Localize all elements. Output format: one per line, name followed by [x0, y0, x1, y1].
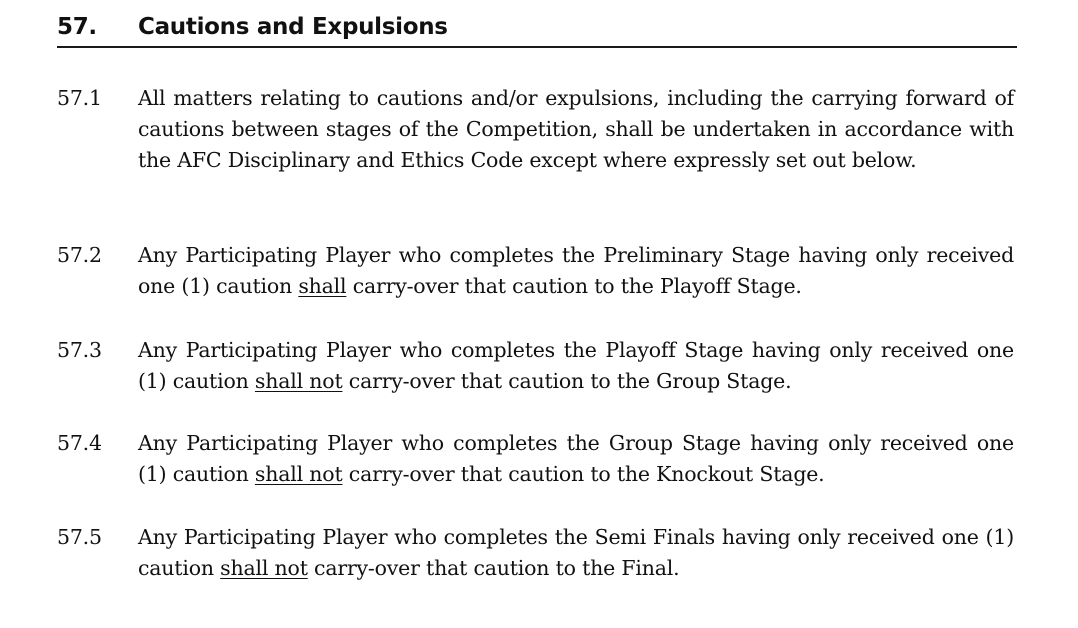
- section-title: Cautions and Expulsions: [138, 14, 448, 40]
- clause-text-before: Any Participating Player who completes the Group Stage having only received one (1) caution: [138, 431, 1014, 486]
- clause-text: [138, 522, 1014, 584]
- clause-text-before: Any Participating Player who completes the Semi Finals having only received one (1) caution: [138, 525, 1014, 580]
- clause-text-after: carry-over that caution to the Playoff Stage.: [346, 274, 802, 298]
- clause-text-before: Any Participating Player who completes the Preliminary Stage having only received one (1) caution: [138, 243, 1014, 298]
- underlined-term: shall not: [254, 462, 343, 486]
- clause-number: 57.3: [57, 338, 102, 362]
- clause-text: All matters relating to cautions and/or expulsions, including the carrying forward of cautions between stages of the Competition, shall be undertaken in accordance with the AFC Disciplinary and Ethics Code except where expressly set out below.: [138, 86, 1014, 172]
- clause-text-after: carry-over that caution to the Knockout Stage.: [342, 462, 825, 486]
- section-number: 57.: [57, 14, 97, 40]
- section-heading: [57, 10, 1017, 48]
- clause-number: 57.2: [57, 243, 102, 267]
- underlined-term: shall not: [254, 369, 343, 393]
- clause-text: [138, 240, 1014, 302]
- clause-text-after: carry-over that caution to the Final.: [307, 556, 680, 580]
- clause-text-after: carry-over that caution to the Group Stage.: [342, 369, 792, 393]
- clause-number: 57.5: [57, 525, 102, 549]
- clause-number: 57.1: [57, 86, 102, 110]
- clause-number: 57.4: [57, 431, 102, 455]
- underlined-term: shall: [298, 274, 347, 298]
- clause-text: [138, 428, 1014, 490]
- clause-text-before: Any Participating Player who completes the Playoff Stage having only received one (1) caution: [138, 338, 1014, 393]
- underlined-term: shall not: [220, 556, 308, 580]
- clause-text: [138, 335, 1014, 397]
